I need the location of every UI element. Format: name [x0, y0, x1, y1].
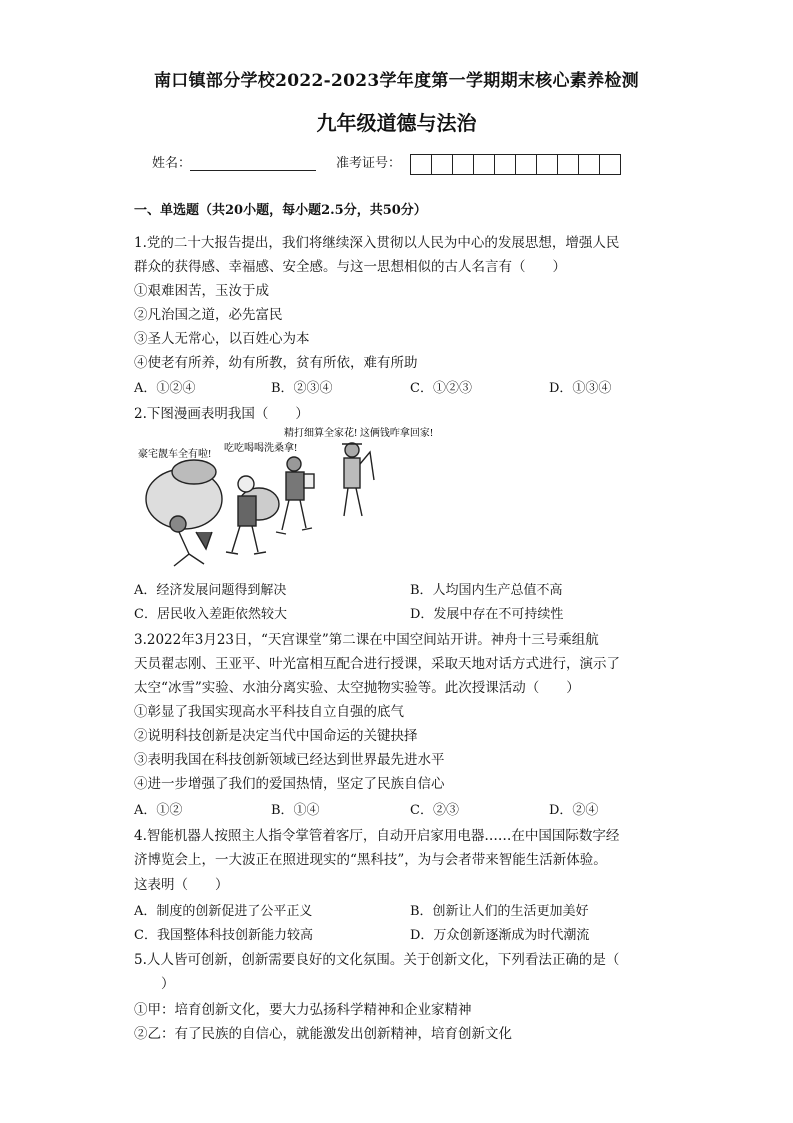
q4-stem-line1: 4.智能机器人按照主人指令掌管着客厅，自动开启家用电器……在中国国际数字经 — [134, 828, 620, 844]
q1-statement-2: ②凡治国之道，必先富民 — [134, 307, 283, 323]
exam-number-boxes[interactable] — [410, 154, 620, 175]
bubble-text-3: 精打细算全家花! 这俩钱咋拿回家! — [284, 428, 434, 439]
name-label: 姓名： — [152, 156, 192, 171]
q3-statement-3: ③表明我国在科技创新领域已经达到世界最先进水平 — [134, 752, 445, 768]
digit-box[interactable] — [410, 154, 432, 175]
q5-stem-line1: 5.人人皆可创新，创新需要良好的文化氛围。关于创新文化，下列看法正确的是（ — [134, 952, 620, 968]
bubble-text-1: 豪宅靓车全有啦! — [138, 449, 212, 460]
digit-box[interactable] — [431, 154, 453, 175]
q5-statement-1: ①甲：培育创新文化，要大力弘扬科学精神和企业家精神 — [134, 1002, 472, 1018]
q1-stem-line1: 1.党的二十大报告提出，我们将继续深入贯彻以人民为中心的发展思想，增强人民 — [134, 235, 620, 251]
q2-option-a[interactable]: A．经济发展问题得到解决 — [134, 583, 287, 598]
digit-box[interactable] — [557, 154, 579, 175]
q3-stem-line2: 天员翟志刚、王亚平、叶光富相互配合进行授课，采取天地对话方式进行，演示了 — [134, 656, 620, 672]
digit-box[interactable] — [473, 154, 495, 175]
digit-box[interactable] — [515, 154, 537, 175]
bubble-text-2: 吃吃喝喝洗桑拿! — [224, 443, 298, 454]
farmer-figure — [342, 443, 374, 516]
subject-title: 九年级道德与法治 — [316, 111, 477, 135]
section-heading: 一、单选题（共20小题，每小题2.5分，共50分） — [134, 203, 427, 218]
q1-statement-4: ④使老有所养，幼有所教，贫有所依，难有所助 — [134, 355, 418, 371]
q3-option-a[interactable]: A．①② — [134, 803, 183, 818]
q3-statement-2: ②说明科技创新是决定当代中国命运的关键抉择 — [134, 728, 418, 744]
digit-box[interactable] — [452, 154, 474, 175]
page-title: 南口镇部分学校2022-2023学年度第一学期期末核心素养检测 — [154, 71, 639, 91]
q1-option-c[interactable]: C．①②③ — [410, 381, 472, 396]
q3-stem-line1: 3.2022年3月23日，“天宫课堂”第二课在中国空间站开讲。神舟十三号乘组航 — [134, 632, 599, 648]
q3-option-d[interactable]: D．②④ — [549, 803, 599, 818]
q2-option-b[interactable]: B．人均国内生产总值不高 — [410, 583, 563, 598]
cartoon-illustration — [134, 424, 446, 572]
q3-statement-4: ④进一步增强了我们的爱国热情，坚定了民族自信心 — [134, 776, 445, 792]
q3-option-b[interactable]: B．①④ — [271, 803, 320, 818]
q2-option-c[interactable]: C．居民收入差距依然较大 — [134, 607, 287, 622]
q3-option-c[interactable]: C．②③ — [410, 803, 459, 818]
q1-option-a[interactable]: A．①②④ — [134, 381, 196, 396]
q1-statement-3: ③圣人无常心，以百姓心为本 — [134, 331, 310, 347]
digit-box[interactable] — [599, 154, 621, 175]
q3-stem-line3: 太空“冰雪”实验、水油分离实验、太空抛物实验等。此次授课活动（ ） — [134, 680, 580, 696]
rich-figure — [146, 460, 222, 566]
q4-option-d[interactable]: D．万众创新逐渐成为时代潮流 — [410, 928, 590, 943]
digit-box[interactable] — [494, 154, 516, 175]
middle-figure — [226, 476, 279, 554]
q1-option-d[interactable]: D．①③④ — [549, 381, 612, 396]
q4-stem-line3: 这表明（ ） — [134, 877, 229, 893]
q4-option-a[interactable]: A．制度的创新促进了公平正义 — [134, 904, 313, 919]
digit-box[interactable] — [578, 154, 600, 175]
name-field[interactable] — [190, 170, 316, 171]
q5-statement-2: ②乙：有了民族的自信心，就能激发出创新精神，培育创新文化 — [134, 1026, 512, 1042]
q1-statement-1: ①艰难困苦，玉汝于成 — [134, 283, 269, 299]
q1-option-b[interactable]: B．②③④ — [271, 381, 333, 396]
q2-option-d[interactable]: D．发展中存在不可持续性 — [410, 607, 564, 622]
q2-stem: 2.下图漫画表明我国（ ） — [134, 406, 309, 422]
q5-stem-line2: ） — [134, 976, 175, 992]
exam-number-label: 准考证号： — [336, 156, 402, 171]
digit-box[interactable] — [536, 154, 558, 175]
q4-option-c[interactable]: C．我国整体科技创新能力较高 — [134, 928, 313, 943]
worker-figure — [276, 457, 314, 534]
q3-statement-1: ①彰显了我国实现高水平科技自立自强的底气 — [134, 704, 404, 720]
q1-stem-line2: 群众的获得感、幸福感、安全感。与这一思想相似的古人名言有（ ） — [134, 259, 566, 275]
q4-stem-line2: 济博览会上，一大波正在照进现实的“黑科技”，为与会者带来智能生活新体验。 — [134, 852, 607, 868]
q4-option-b[interactable]: B．创新让人们的生活更加美好 — [410, 904, 589, 919]
